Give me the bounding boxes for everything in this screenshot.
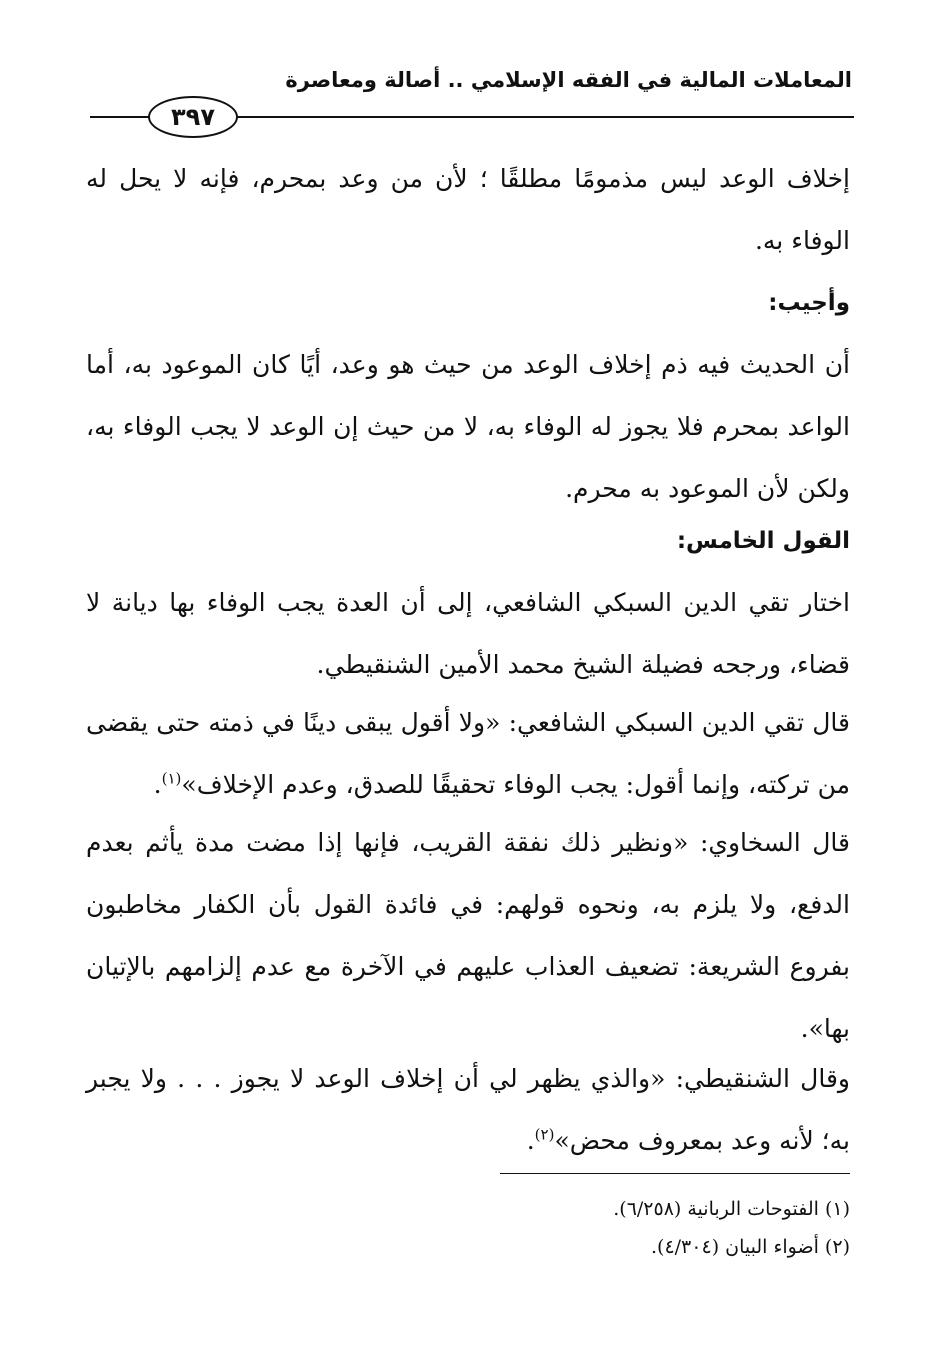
heading-answer-text: وأجيب: bbox=[768, 290, 850, 316]
paragraph-6-text: وقال الشنقيطي: «والذي يظهر لي أن إخلاف الوعد لا يجوز . . . ولا يجبر به؛ لأنه وعد بمعروف محض» bbox=[86, 1064, 850, 1155]
heading-answer bbox=[86, 272, 850, 334]
paragraph-1 bbox=[86, 148, 850, 272]
footnote-rule bbox=[500, 1173, 850, 1174]
paragraph-6-end: . bbox=[526, 1126, 535, 1155]
running-header-title: المعاملات المالية في الفقه الإسلامي .. أصالة ومعاصرة bbox=[285, 68, 852, 92]
paragraph-6 bbox=[86, 1048, 850, 1172]
footnote-1: (١) الفتوحات الربانية (٦/٢٥٨). bbox=[613, 1198, 850, 1220]
paragraph-5-text: قال السخاوي: «ونظير ذلك نفقة القريب، فإنها إذا مضت مدة يأثم بعدم الدفع، ولا يلزم به، ونحوه قولهم: في فائدة القول بأن الكفار مخاطبون بفروع الشريعة: تضعيف العذاب عليهم في الآخرة مع عدم إلزامهم بالإتيان بها». bbox=[86, 828, 850, 1043]
heading-fifth-opinion bbox=[86, 510, 850, 572]
paragraph-4-text: قال تقي الدين السبكي الشافعي: «ولا أقول يبقى دينًا في ذمته حتى يقضى من تركته، وإنما أقول: يجب الوفاء تحقيقًا للصدق، وعدم الإخلاف» bbox=[86, 708, 850, 799]
paragraph-3 bbox=[86, 572, 850, 696]
footnote-ref-1[interactable]: (١) bbox=[161, 769, 182, 788]
paragraph-4-end: . bbox=[153, 770, 162, 799]
footnotes bbox=[86, 1190, 850, 1266]
paragraph-5 bbox=[86, 812, 850, 1060]
paragraph-3-text: اختار تقي الدين السبكي الشافعي، إلى أن العدة يجب الوفاء بها ديانة لا قضاء، ورجحه فضيلة الشيخ محمد الأمين الشنقيطي. bbox=[86, 588, 850, 679]
footnote-ref-2[interactable]: (٢) bbox=[534, 1125, 555, 1144]
footnote-2: (٢) أضواء البيان (٤/٣٠٤). bbox=[651, 1236, 850, 1258]
paragraph-2-text: أن الحديث فيه ذم إخلاف الوعد من حيث هو وعد، أيًا كان الموعود به، أما الواعد بمحرم فلا يجوز له الوفاء به، لا من حيث إن الوعد لا يجب الوفاء به، ولكن لأن الموعود به محرم. bbox=[86, 350, 850, 503]
heading-fifth-opinion-text: القول الخامس: bbox=[676, 528, 850, 554]
paragraph-1-text: إخلاف الوعد ليس مذمومًا مطلقًا ؛ لأن من وعد بمحرم، فإنه لا يحل له الوفاء به. bbox=[86, 164, 850, 255]
page-number: ٣٩٧ bbox=[148, 96, 238, 138]
paragraph-4 bbox=[86, 692, 850, 816]
paragraph-2 bbox=[86, 334, 850, 520]
